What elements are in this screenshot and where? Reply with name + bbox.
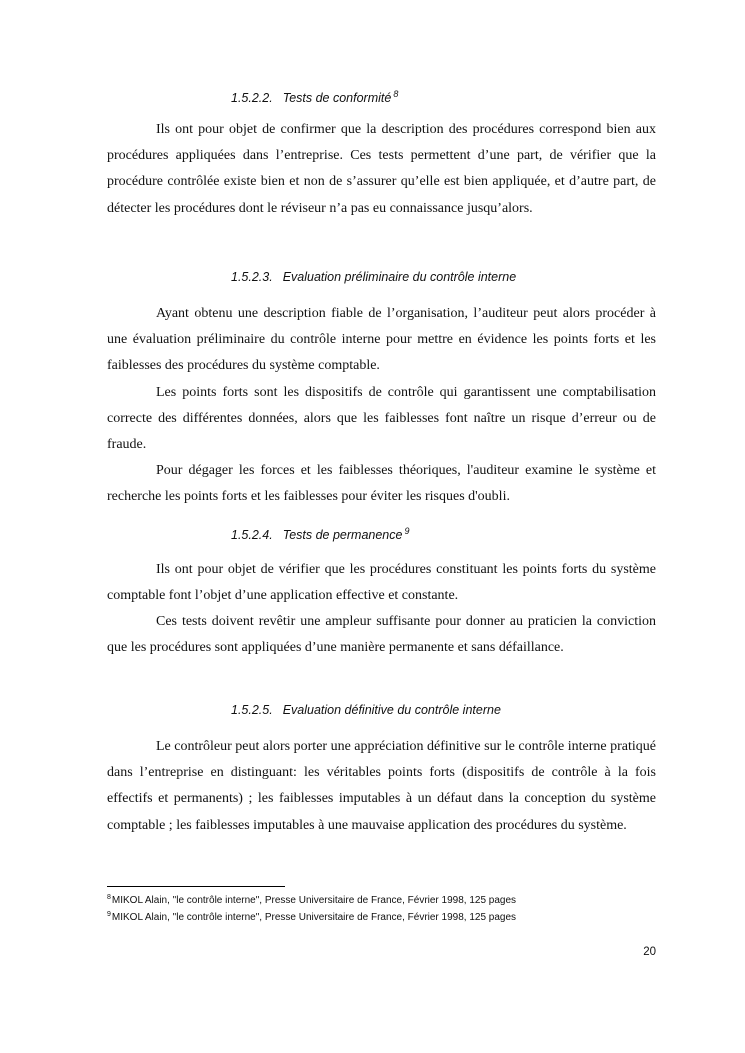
paragraph: Ils ont pour objet de vérifier que les procédures constituant les points forts du système comptable font l’objet d’une application effective et constante. xyxy=(107,562,656,604)
section-title: Tests de conformité xyxy=(282,91,392,105)
footnote-mark: 9 xyxy=(107,911,111,918)
paragraph: Les points forts sont les dispositifs de contrôle qui garantissent une comptabilisation correcte des différentes données, alors que les faiblesses font naître un risque d’erreur ou de fraude. xyxy=(107,385,656,453)
section-heading-1-5-2-5 xyxy=(231,703,501,717)
footnote-separator xyxy=(107,886,285,887)
section-number: 1.5.2.3. xyxy=(231,270,273,284)
paragraph: Pour dégager les forces et les faiblesses théoriques, l'auditeur examine le système et recherche les points forts et les faiblesses pour éviter les risques d'oubli. xyxy=(107,463,656,505)
section-title: Tests de permanence xyxy=(282,528,403,542)
section-number: 1.5.2.2. xyxy=(231,91,273,105)
section-title: Evaluation préliminaire du contrôle interne xyxy=(282,270,517,284)
footnote-text: MIKOL Alain, "le contrôle interne", Presse Universitaire de France, Février 1998, 125 pages xyxy=(111,895,517,906)
section-heading-1-5-2-3 xyxy=(231,270,516,284)
section-number: 1.5.2.4. xyxy=(231,528,273,542)
section-title: Evaluation définitive du contrôle interne xyxy=(282,703,501,717)
section-heading-1-5-2-4 xyxy=(231,526,409,542)
section-number: 1.5.2.5. xyxy=(231,703,273,717)
footnote-text: MIKOL Alain, "le contrôle interne", Presse Universitaire de France, Février 1998, 125 pages xyxy=(111,912,517,923)
paragraph: Ces tests doivent revêtir une ampleur suffisante pour donner au praticien la conviction que les procédures sont appliquées d’une manière permanente et sans défaillance. xyxy=(107,614,656,656)
paragraph: Le contrôleur peut alors porter une appréciation définitive sur le contrôle interne pratiqué dans l’entreprise en distinguant: les véritables points forts (dispositifs de contrôle à la fois effectifs et permanents) ; les faiblesses imputables à un défaut dans la conception du système comptable ; les faiblesses imputables à une mauvaise application des procédures du système. xyxy=(107,739,656,833)
footnote-reference: 9 xyxy=(404,526,410,536)
footnote-8 xyxy=(107,894,516,906)
footnote-reference: 8 xyxy=(393,89,399,99)
paragraph: Ils ont pour objet de confirmer que la description des procédures correspond bien aux procédures appliquées dans l’entreprise. Ces tests permettent d’une part, de vérifier que la procédure contrôlée existe bien et non de s’assurer qu’elle est bien appliquée, et d’autre part, de détecter les procédures dont le réviseur n’a pas eu connaissance jusqu’alors. xyxy=(107,122,656,216)
page-number: 20 xyxy=(643,946,656,958)
section-heading-1-5-2-2 xyxy=(231,89,398,105)
footnote-9 xyxy=(107,911,516,923)
footnote-mark: 8 xyxy=(107,894,111,901)
paragraph: Ayant obtenu une description fiable de l’organisation, l’auditeur peut alors procéder à une évaluation préliminaire du contrôle interne pour mettre en évidence les points forts et les faiblesses des procédures du système comptable. xyxy=(107,306,656,374)
